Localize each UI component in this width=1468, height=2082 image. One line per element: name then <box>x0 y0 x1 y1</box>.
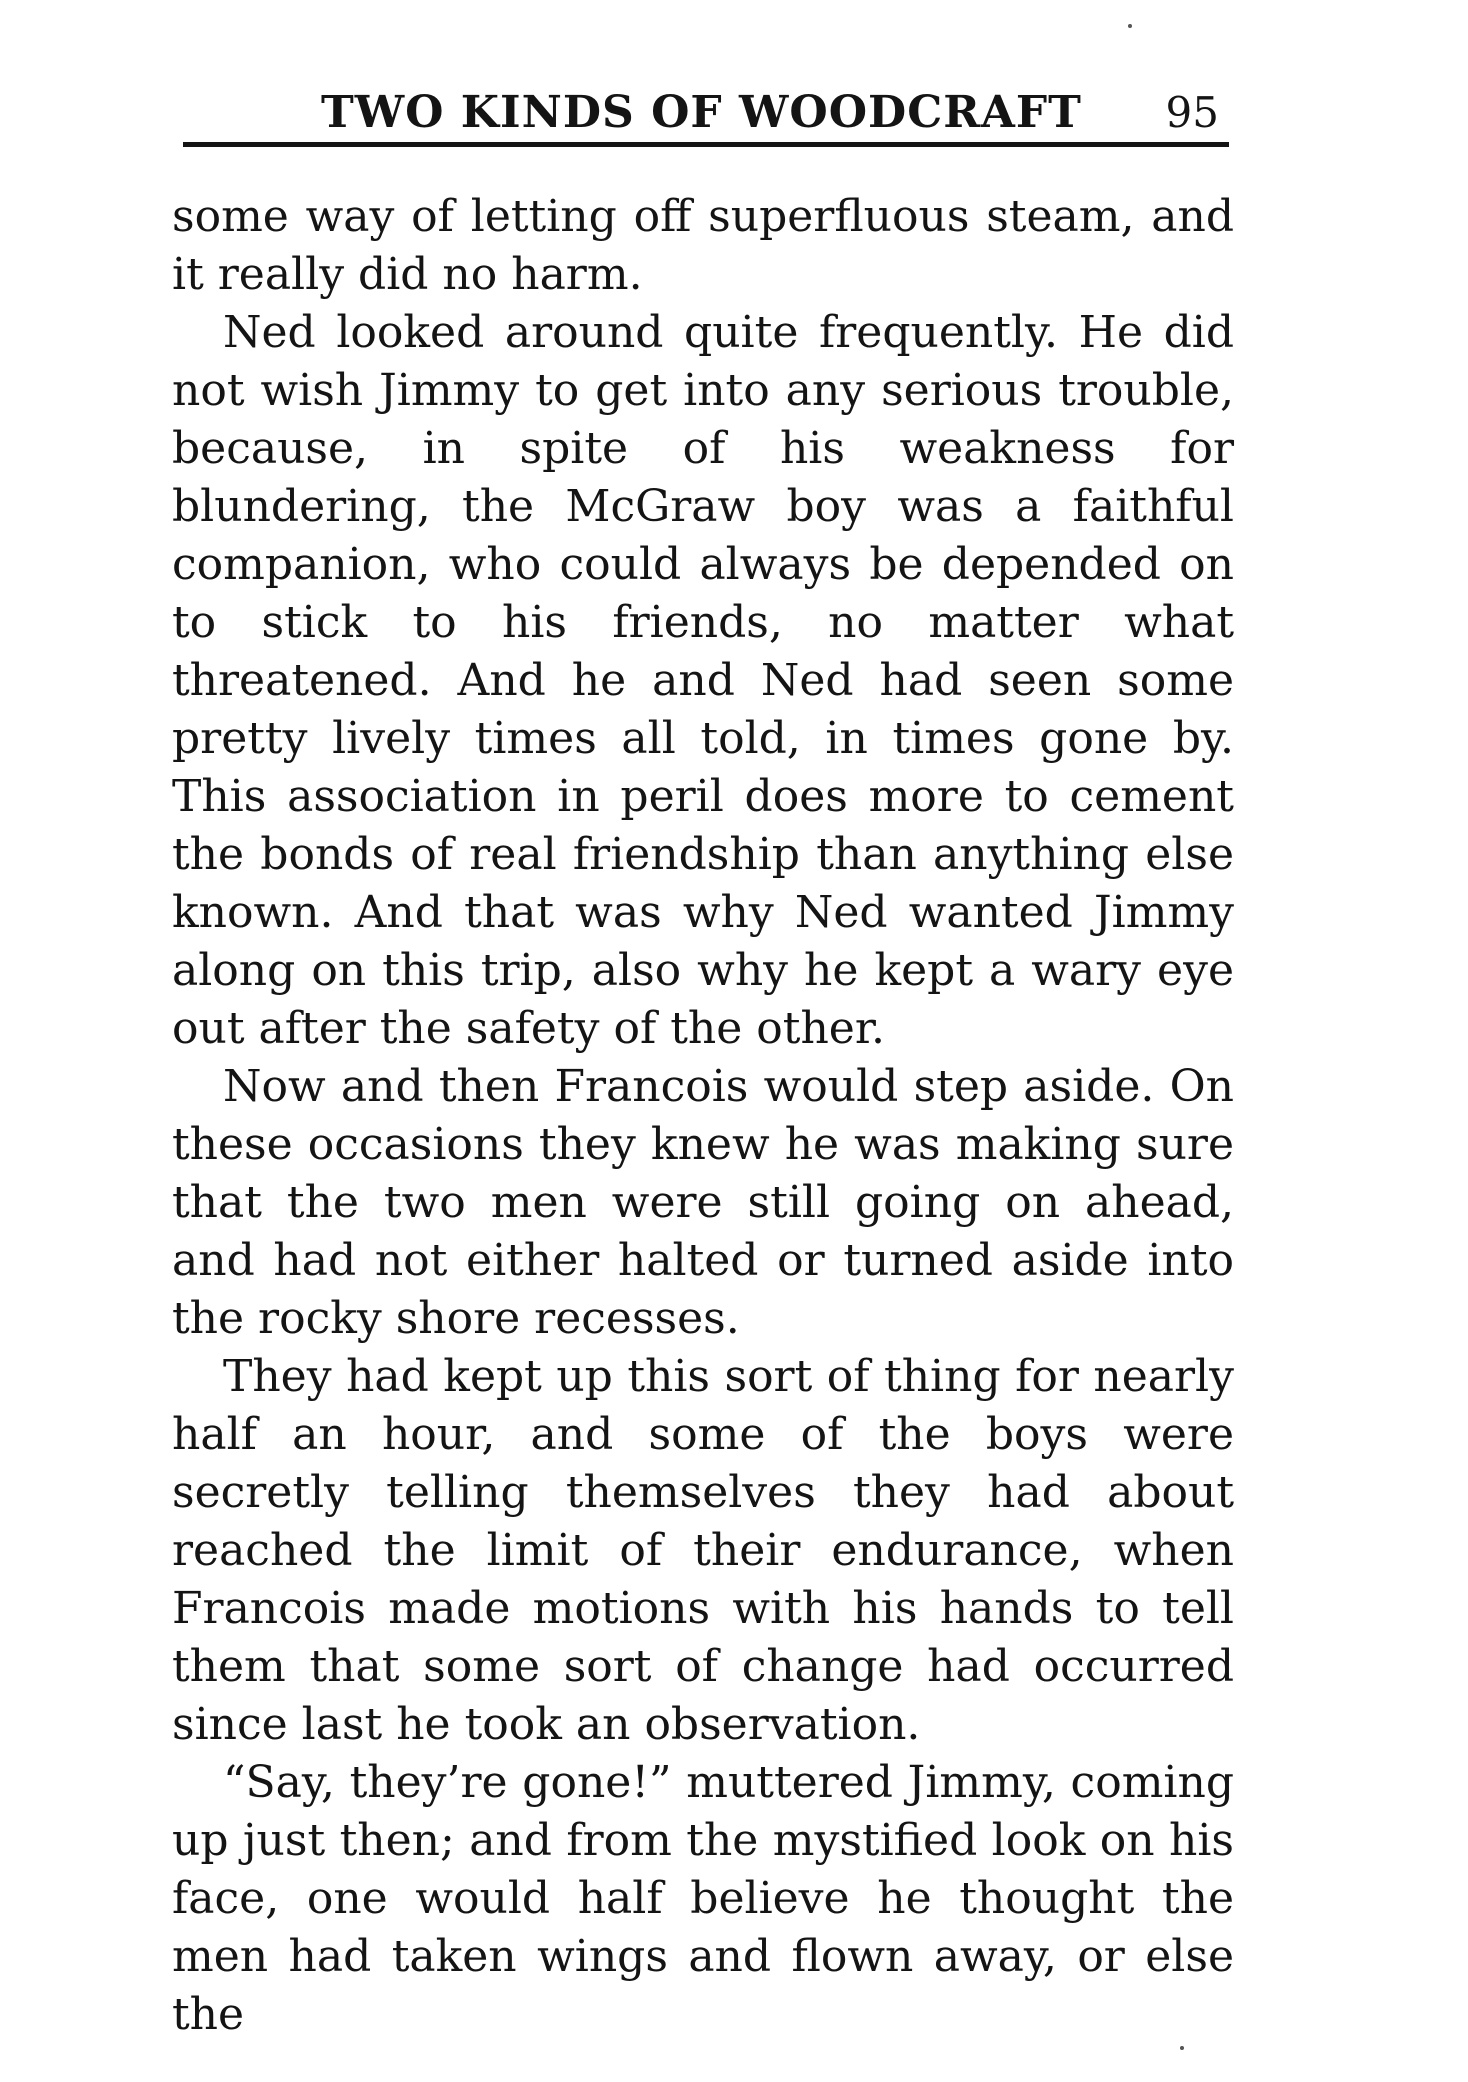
page-number: 95 <box>1165 88 1219 137</box>
running-head <box>185 80 1227 146</box>
paragraph-1: some way of letting off superfluous steam, and it really did no harm. <box>172 191 1234 300</box>
paragraph-2: Ned looked around quite frequently. He did not wish Jimmy to get into any serious trouble, because, in spite of his weakness for blundering, the McGraw boy was a faithful companion, who could always be depended on to stick to his friends, no matter what threatened. And he and Ned had seen some pretty lively times all told, in times gone by. This association in peril does more to cement the bonds of real friendship than anything else known. And that was why Ned wanted Jimmy along on this trip, also why he kept a wary eye out after the safety of the other. <box>172 307 1234 1054</box>
paragraph-5: “Say, they’re gone!” muttered Jimmy, coming up just then; and from the mystified look on his face, one would half believe he thought the men had taken wings and flown away, or else the <box>172 1757 1234 2040</box>
paragraph-4: They had kept up this sort of thing for nearly half an hour, and some of the boys were secretly telling themselves they had about reached the limit of their endurance, when Francois made motions with his hands to tell them that some sort of change had occurred since last he took an observation. <box>172 1351 1234 1750</box>
running-title: TWO KINDS OF WOODCRAFT <box>321 87 1082 138</box>
body-text <box>172 188 1234 2044</box>
paragraph-3: Now and then Francois would step aside. On these occasions they knew he was making sure that the two men were still going on ahead, and had not either halted or turned aside into the rocky shore recesses. <box>172 1061 1234 1344</box>
scan-speck <box>1128 24 1132 28</box>
header-rule <box>183 142 1229 147</box>
scan-speck <box>1180 2046 1184 2050</box>
